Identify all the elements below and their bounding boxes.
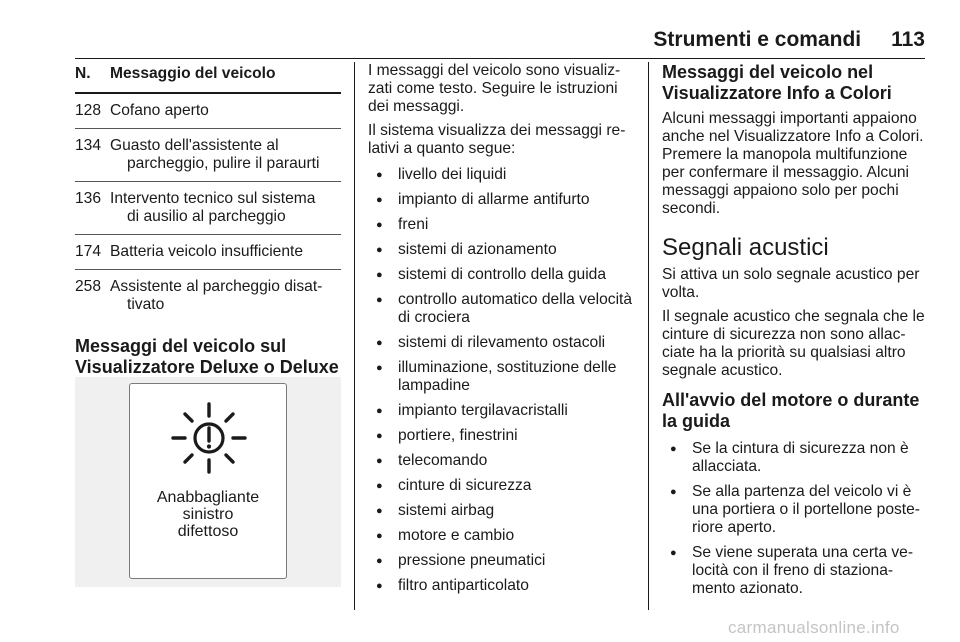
intro-paragraph: I messaggi del veicolo sono visualizzati come testo. Seguire le istruzioni dei messaggi. bbox=[368, 62, 621, 115]
row-message-line2: tivato bbox=[127, 296, 165, 313]
list-item: ● telecomando bbox=[368, 452, 636, 470]
row-message bbox=[110, 137, 341, 173]
list-item: ● sistemi airbag bbox=[368, 502, 636, 520]
table-row bbox=[75, 129, 341, 182]
table-row bbox=[75, 182, 341, 235]
list-item: ● illuminazione, sostituzione delle lampadine bbox=[368, 359, 636, 395]
list-item: ● portiere, finestrini bbox=[368, 427, 636, 445]
message-categories-list bbox=[368, 166, 636, 595]
list-item: ● sistemi di azionamento bbox=[368, 241, 636, 259]
driver-info-display bbox=[129, 383, 287, 579]
row-code: 174 bbox=[75, 243, 102, 260]
display-line-2: sinistro bbox=[182, 506, 234, 523]
row-message-line1: Cofano aperto bbox=[110, 102, 209, 119]
middle-column bbox=[368, 62, 636, 602]
right-column bbox=[662, 62, 926, 605]
table-row bbox=[75, 235, 341, 270]
col-header-message: Messaggio del veicolo bbox=[110, 65, 276, 82]
list-item: ● controllo automatico della velocità di crociera bbox=[368, 291, 636, 327]
table-row bbox=[75, 270, 341, 322]
column-divider-1 bbox=[354, 62, 355, 610]
row-message-line1: Intervento tecnico sul sistema bbox=[110, 190, 316, 207]
list-item: ● motore e cambio bbox=[368, 527, 636, 545]
list-item: ● Se viene superata una certa velocità con il freno di stazionamento azionato. bbox=[662, 544, 926, 598]
row-message bbox=[110, 278, 341, 314]
row-message-line2: parcheggio, pulire il paraurti bbox=[127, 155, 320, 172]
messages-table bbox=[75, 62, 341, 322]
row-code: 258 bbox=[75, 278, 102, 295]
heading-deluxe: Messaggi del veicolo sul Visualizzatore Deluxe o Deluxe bbox=[75, 336, 339, 377]
row-message-line1: Assistente al parcheggio disat- bbox=[110, 278, 323, 295]
watermark: carmanualsonline.info bbox=[728, 618, 900, 637]
paragraph-segnali-2: Il segnale acustico che segnala che le cinture di sicurezza non sono allacciate ha la priorità su qualsiasi altro segnale acustico. bbox=[662, 308, 925, 379]
list-item: ● sistemi di controllo della guida bbox=[368, 266, 636, 284]
left-column bbox=[75, 62, 341, 399]
list-item: ● pressione pneumatici bbox=[368, 552, 636, 570]
display-line-3: difettoso bbox=[177, 523, 239, 540]
row-message-line1: Guasto dell'assistente al bbox=[110, 137, 279, 154]
heading-avvio-motore: All'avvio del motore o durante la guida bbox=[662, 390, 920, 431]
table-header bbox=[75, 62, 341, 94]
heading-info-colori: Messaggi del veicolo nel Visualizzatore Info a Colori bbox=[662, 62, 892, 103]
list-item: ● impianto tergilavacristalli bbox=[368, 402, 636, 420]
display-message bbox=[130, 489, 286, 540]
col-header-n: N. bbox=[75, 65, 91, 82]
section-title: Strumenti e comandi bbox=[653, 28, 862, 51]
row-code: 136 bbox=[75, 190, 102, 207]
page-header bbox=[75, 28, 925, 54]
row-message bbox=[110, 190, 341, 226]
row-code: 128 bbox=[75, 102, 102, 119]
list-item: ● cinture di sicurezza bbox=[368, 477, 636, 495]
row-message-line1: Batteria veicolo insufficiente bbox=[110, 243, 304, 260]
lead-paragraph: Il sistema visualizza dei messaggi relativi a quanto segue: bbox=[368, 122, 626, 157]
header-rule bbox=[75, 58, 925, 59]
table-row bbox=[75, 94, 341, 129]
warning-conditions-list bbox=[662, 440, 926, 598]
paragraph-info-colori: Alcuni messaggi importanti appaiono anche nel Visualizzatore Info a Colori. Premere la manopola multifunzione per confermare il messaggio. Alcuni messaggi appaiono solo per pochi secondi. bbox=[662, 110, 924, 217]
display-line-1: Anabbagliante bbox=[156, 489, 260, 506]
row-message-line2: di ausilio al parcheggio bbox=[127, 208, 286, 225]
list-item: ● filtro antiparticolato bbox=[368, 577, 636, 595]
list-item: ● Se la cintura di sicurezza non è allacciata. bbox=[662, 440, 926, 476]
column-divider-2 bbox=[648, 62, 649, 610]
list-item: ● sistemi di rilevamento ostacoli bbox=[368, 334, 636, 352]
row-code: 134 bbox=[75, 137, 102, 154]
list-item: ● freni bbox=[368, 216, 636, 234]
list-item: ● Se alla partenza del veicolo vi è una portiera o il portellone posteriore aperto. bbox=[662, 483, 926, 537]
list-item: ● impianto di allarme antifurto bbox=[368, 191, 636, 209]
heading-segnali-acustici: Segnali acustici bbox=[662, 234, 829, 261]
row-message bbox=[110, 102, 341, 120]
list-item: ● livello dei liquidi bbox=[368, 166, 636, 184]
row-message bbox=[110, 243, 341, 261]
page-number: 113 bbox=[891, 28, 925, 51]
display-illustration bbox=[75, 377, 341, 587]
paragraph-segnali-1: Si attiva un solo segnale acustico per volta. bbox=[662, 266, 920, 301]
exterior-light-fault-icon bbox=[171, 400, 247, 476]
